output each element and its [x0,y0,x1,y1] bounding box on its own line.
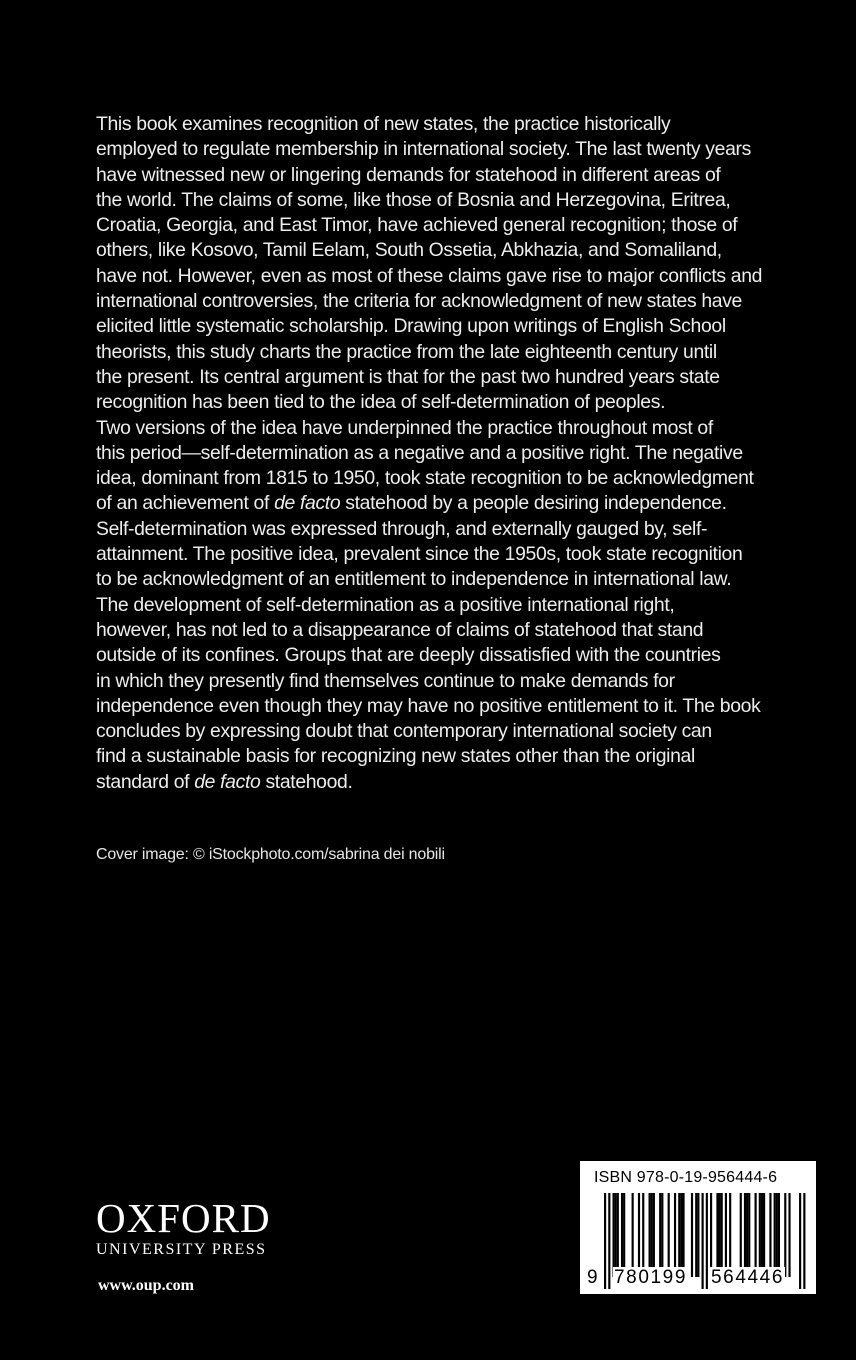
blurb-line [96,213,824,238]
logo-subtitle: UNIVERSITY PRESS [96,1241,267,1258]
blurb-run: The development of self-determination as a positive international right, [96,593,675,616]
blurb-run: Two versions of the idea have underpinned the practice throughout most of [96,416,713,439]
blurb-run: the present. Its central argument is that for the past two hundred years state [96,365,720,388]
blurb-line [96,466,824,491]
blurb-line [96,416,824,441]
blurb-run: find a sustainable basis for recognizing new states other than the original [96,745,695,768]
publisher-url: www.oup.com [98,1277,195,1294]
blurb-run: outside of its confines. Groups that are deeply dissatisfied with the countries [96,644,721,667]
barcode-bar [680,1193,682,1277]
barcode-digits-right: 564446 [711,1267,785,1288]
blurb-italic-run: de facto [274,492,341,515]
blurb-run: concludes by expressing doubt that contemporary international society can [96,720,712,743]
blurb-run: have witnessed new or lingering demands for statehood in different areas of [96,163,721,186]
barcode-bar [776,1193,778,1277]
blurb-line [96,770,824,795]
blurb-run: to be acknowledgment of an entitlement to independence in international law. [96,568,732,591]
blurb-run: This book examines recognition of new states, the practice historically [96,113,671,135]
barcode-bar [721,1193,723,1277]
blurb-line [96,441,824,466]
barcode-bar [778,1193,780,1277]
barcode-bar [718,1193,720,1277]
barcode-bar [632,1193,634,1277]
barcode-bar [755,1193,757,1277]
barcode-bar [674,1193,676,1277]
blurb-line [96,669,824,694]
barcode-bar [769,1193,771,1277]
barcode-bar [651,1193,653,1277]
barcode-bar [617,1193,619,1277]
blurb-run: idea, dominant from 1815 to 1950, took state recognition to be acknowledgment [96,467,754,490]
barcode-bar [621,1193,623,1277]
oxford-university-press-logo [96,1196,271,1260]
barcode-bar [729,1193,731,1277]
barcode-bar [642,1193,644,1277]
blurb-line [96,340,824,365]
blurb-line [96,137,824,162]
barcode-digits-left: 780199 [614,1267,688,1288]
blurb-run: attainment. The positive idea, prevalent since the 1950s, took state recognition [96,543,743,566]
blurb-line [96,517,824,542]
barcode-bar [740,1193,742,1277]
blurb-line [96,491,824,516]
barcode-bar [784,1193,786,1277]
blurb-line [96,163,824,188]
cover-image-credit: Cover image: © iStockphoto.com/sabrina dei nobili [96,846,445,863]
blurb-run: recognition has been tied to the idea of self-determination of peoples. [96,391,666,414]
barcode-bar [649,1193,651,1277]
barcode-bar [623,1193,625,1277]
blurb-line [96,314,824,339]
blurb-line [96,618,824,643]
barcode-bar [661,1193,663,1277]
blurb-line [96,365,824,390]
blurb-line [96,593,824,618]
barcode-bar [691,1193,693,1277]
barcode-bar [612,1193,614,1277]
blurb-run: have not. However, even as most of these claims gave rise to major conflicts and [96,264,763,287]
barcode-bar [668,1193,670,1277]
blurb-line [96,542,824,567]
blurb-line [96,694,824,719]
blurb-run: this period—self-determination as a negative and a positive right. The negative [96,441,743,464]
blurb-run: however, has not led to a disappearance of claims of statehood that stand [96,618,704,641]
blurb-italic-run: de facto [194,770,261,793]
blurb-run: theorists, this study charts the practice from the late eighteenth century until [96,340,717,363]
barcode-bar [763,1193,765,1277]
blurb-run: Croatia, Georgia, and East Timor, have achieved general recognition; those of [96,214,738,237]
blurb-run: employed to regulate membership in international society. The last twenty years [96,138,751,161]
blurb-line [96,567,824,592]
barcode-bar [744,1193,746,1277]
barcode-bar [682,1193,684,1277]
blurb-line [96,264,824,289]
logo-wordmark: OXFORD [96,1195,271,1241]
blurb-run: Self-determination was expressed through, and externally gauged by, self- [96,517,708,540]
blurb-run: independence even though they may have no positive entitlement to it. The book [96,694,761,717]
blurb-run: standard of [96,770,195,793]
barcode-bar [678,1193,680,1277]
blurb-run: statehood. [260,770,353,793]
blurb-run: of an achievement of [96,492,275,515]
blurb-run: statehood by a people desiring independence. [340,492,727,515]
barcode-digits [580,1267,816,1291]
barcode-bar [615,1193,617,1277]
blurb-line [96,188,824,213]
blurb-line [96,289,824,314]
blurb-line [96,719,824,744]
barcode-bar [716,1193,718,1277]
barcode-bar [725,1193,727,1277]
blurb-line [96,238,824,263]
blurb-line [96,390,824,415]
isbn-barcode [580,1161,816,1294]
blurb-run: international controversies, the criteria for acknowledgment of new states have [96,290,742,313]
barcode-bar [710,1193,712,1277]
barcode-bar [746,1193,748,1277]
barcode-bar [659,1193,661,1277]
barcode-bar [695,1193,697,1277]
barcode-bar [638,1193,640,1277]
barcode-bar [759,1193,761,1277]
barcode-bar [748,1193,750,1277]
blurb-run: elicited little systematic scholarship. Drawing upon writings of English School [96,315,726,338]
barcode-bar [774,1193,776,1277]
blurb-run: others, like Kosovo, Tamil Eelam, South Ossetia, Abkhazia, and Somaliland, [96,239,722,262]
blurb-run: the world. The claims of some, like those of Bosnia and Herzegovina, Eritrea, [96,188,731,211]
barcode-bar [653,1193,655,1277]
barcode-digit-first: 9 [587,1267,600,1288]
barcode-bar [788,1193,790,1277]
blurb-text [96,112,824,795]
barcode-bar [761,1193,763,1277]
blurb-run: in which they presently find themselves continue to make demands for [96,669,675,692]
barcode-bar [697,1193,699,1277]
blurb-line [96,643,824,668]
blurb-line [96,112,824,137]
blurb-line [96,744,824,769]
isbn-label: ISBN 978-0-19-956444-6 [594,1169,778,1186]
